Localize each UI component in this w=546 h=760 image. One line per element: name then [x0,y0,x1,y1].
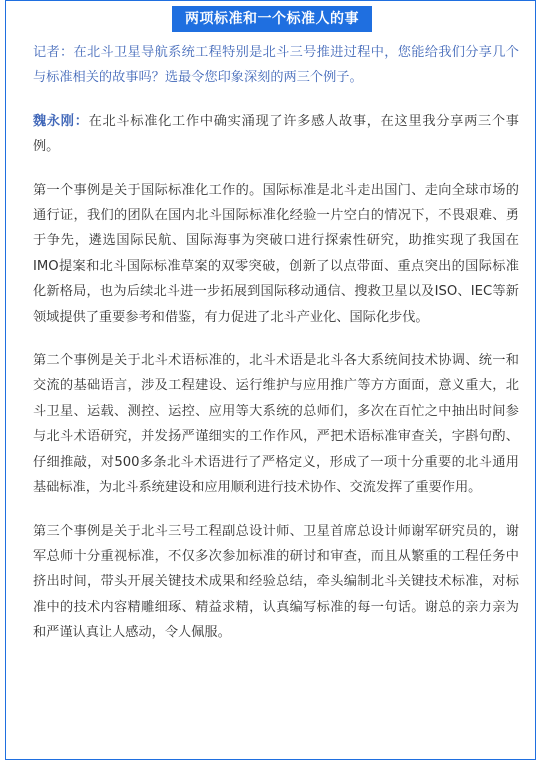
paragraph-second-example: 第二个事例是关于北斗术语标准的，北斗术语是北斗各大系统间技术协调、统一和交流的基础语言，涉及工程建设、运行维护与应用推广等方方面面，意义重大，北斗卫星、运载、测控、运控、应用等大系统的总师们，多次在百忙之中抽出时间参与北斗术语研究，并发扬严谨细实的工作作风，严把术语标准审查关，字斟句酌、仔细推敲，对500多条北斗术语进行了严格定义，形成了一项十分重要的北斗通用基础标准，为北斗系统建设和应用顺利进行技术协作、交流发挥了重要作用。 [33,353,519,496]
paragraph-third-example: 第三个事例是关于北斗三号工程副总设计师、卫星首席总设计师谢军研究员的，谢军总师十分重视标准，不仅多次参加标准的研讨和审查，而且从繁重的工程任务中挤出时间，带头开展关键技术成果和经验总结，牵头编制北斗关键技术标准，对标准中的技术内容精雕细琢、精益求精，认真编写标准的每一句话。谢总的亲力亲为和严谨认真让人感动，令人佩服。 [33,523,519,641]
paragraph-first-example: 第一个事例是关于国际标准化工作的。国际标准是北斗走出国门、走向全球市场的通行证，我们的团队在国内北斗国际标准化经验一片空白的情况下，不畏艰难、勇于争先，遴选国际民航、国际海事为突破口进行探索性研究，助推实现了我国在IMO提案和北斗国际标准草案的双零突破，创新了以点带面、重点突出的国际标准化新格局，也为后续北斗进一步拓展到国际移动通信、搜救卫星以及ISO、IEC等新领域提供了重要参考和借鉴，有力促进了北斗产业化、国际化步伐。 [33,182,519,325]
article-body [33,40,519,664]
section-title: 两项标准和一个标准人的事 [172,6,372,32]
speaker-name: 魏永刚： [33,113,89,129]
answer-intro-text: 在北斗标准化工作中确实涌现了许多感人故事，在这里我分享两三个事例。 [33,113,519,155]
answer-intro-paragraph [33,109,519,160]
reporter-question: 记者：在北斗卫星导航系统工程特别是北斗三号推进过程中，您能给我们分享几个与标准相关的故事吗？选最令您印象深刻的两三个例子。 [33,45,519,86]
